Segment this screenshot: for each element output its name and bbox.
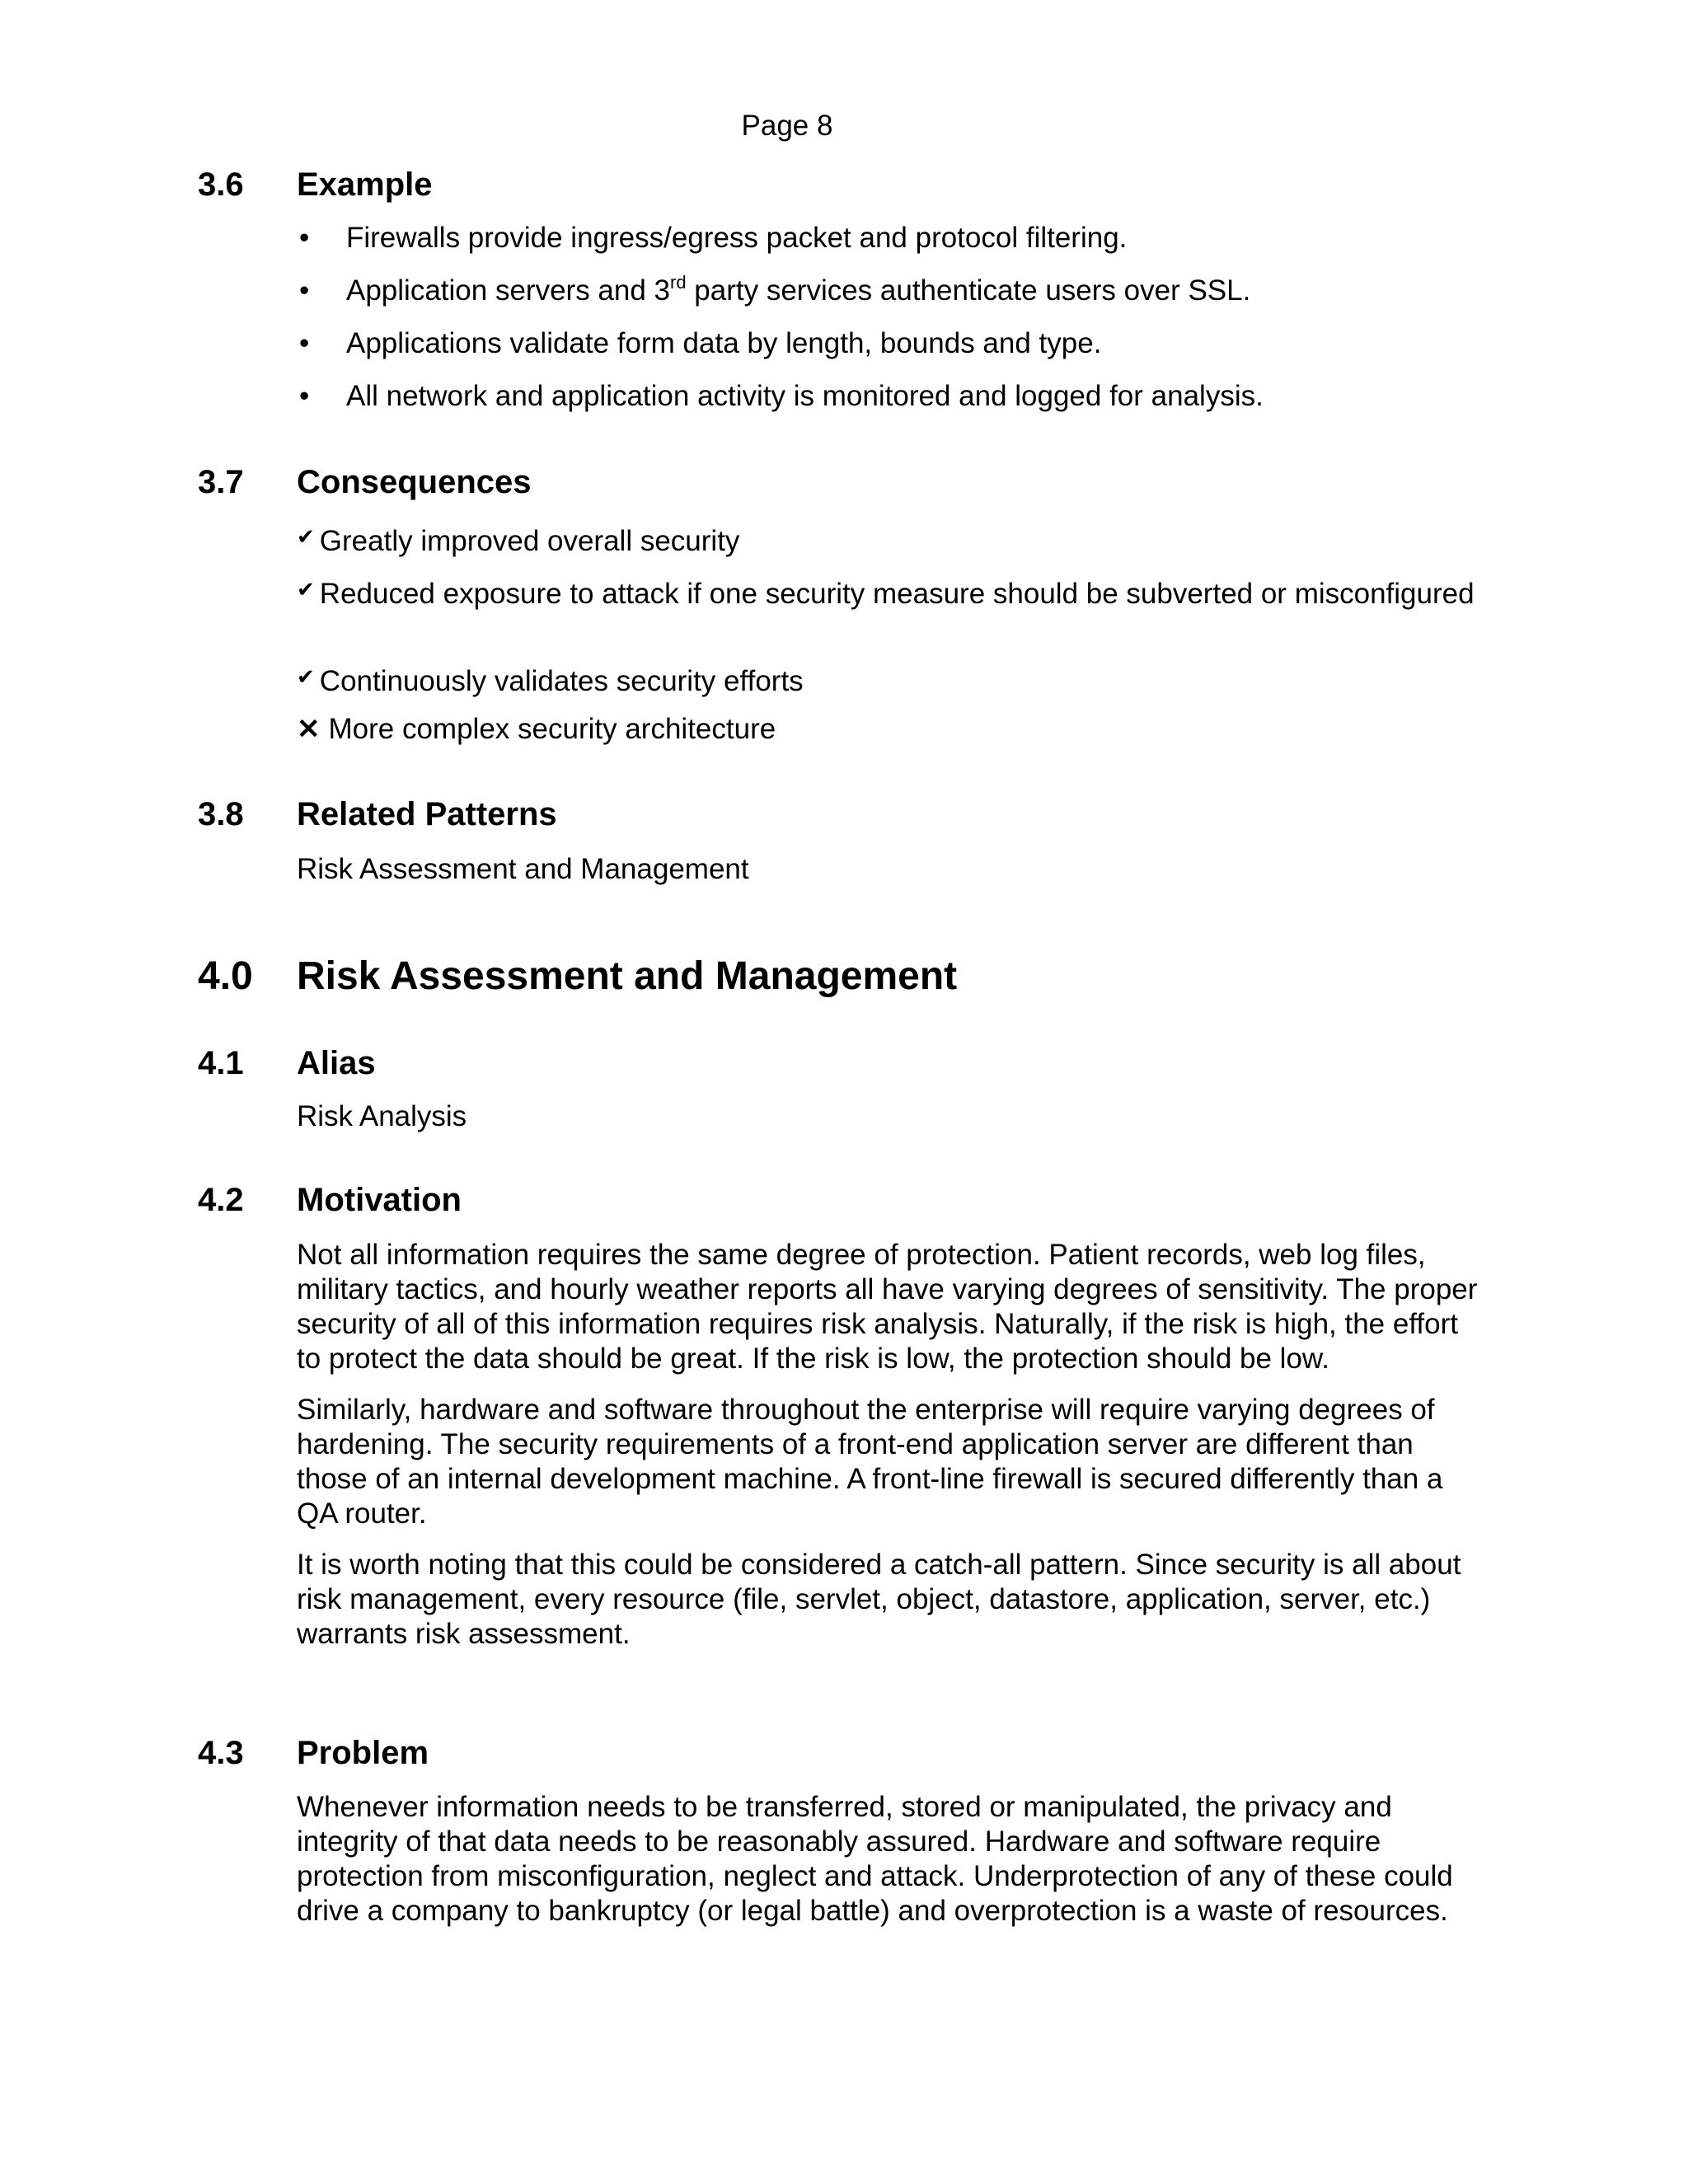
- section-title: Related Patterns: [297, 796, 557, 832]
- bullet-icon: •: [299, 380, 310, 412]
- consequence-text: Greatly improved overall security: [319, 525, 740, 557]
- related-patterns-text: Risk Assessment and Management: [297, 853, 749, 885]
- list-item-text: Applications validate form data by length, bounds and type.: [346, 327, 1102, 359]
- section-title: Risk Assessment and Management: [297, 954, 958, 998]
- paragraph: It is worth noting that this could be considered a catch-all pattern. Since security is all about risk management, every resource (file, servlet, object, datastore, application, server, etc.) warrants risk assessment.: [297, 1549, 1461, 1650]
- section-number: 3.8: [198, 796, 244, 832]
- paragraph: Similarly, hardware and software throughout the enterprise will require varying degrees of hardening. The security requirements of a front-end application server are different than those of an internal development machine. A front-line firewall is secured differently than a QA router.: [297, 1394, 1443, 1530]
- section-number: 3.7: [198, 464, 244, 500]
- bullet-icon: •: [299, 274, 310, 307]
- check-icon: ✔: [297, 664, 315, 689]
- section-3-6-heading: [198, 166, 433, 204]
- bullet-icon: •: [299, 222, 310, 254]
- consequence-item: [297, 712, 1488, 747]
- example-bullet-list: [297, 221, 1488, 432]
- alias-text: Risk Analysis: [297, 1100, 467, 1132]
- section-number: 3.6: [198, 166, 244, 203]
- section-3-8-heading: [198, 796, 557, 833]
- section-4-2-heading: [198, 1182, 462, 1219]
- list-item-text: Application servers and 3: [346, 274, 670, 307]
- section-title: Problem: [297, 1735, 429, 1771]
- section-title: Alias: [297, 1045, 376, 1081]
- list-item: [297, 379, 1488, 414]
- check-icon: ✔: [297, 577, 315, 602]
- check-icon: ✔: [297, 524, 315, 549]
- section-number: 4.3: [198, 1735, 244, 1771]
- motivation-body: [297, 1238, 1488, 1668]
- section-4-1-heading: [198, 1045, 376, 1082]
- section-title: Motivation: [297, 1182, 462, 1218]
- section-title: Consequences: [297, 464, 532, 500]
- consequence-text: Continuously validates security efforts: [319, 665, 804, 697]
- section-number: 4.1: [198, 1045, 244, 1081]
- list-item: [297, 274, 1488, 308]
- consequence-item: [297, 519, 1488, 559]
- section-title: Example: [297, 166, 433, 203]
- problem-text: Whenever information needs to be transferred, stored or manipulated, the privacy and integrity of that data needs to be reasonably assured. Hardware and software require protection from misconfiguration, neglect and attack. Underprotection of any of these could drive a company to bankruptcy (or legal battle) and overprotection is a waste of resources.: [297, 1791, 1453, 1927]
- section-number: 4.2: [198, 1182, 244, 1218]
- section-4-3-heading: [198, 1735, 429, 1772]
- section-number: 4.0: [198, 954, 253, 998]
- bullet-icon: •: [299, 327, 310, 359]
- list-item-text: All network and application activity is monitored and logged for analysis.: [346, 380, 1264, 412]
- list-item-text-cont: party services authenticate users over SSL.: [686, 274, 1251, 307]
- paragraph: Not all information requires the same degree of protection. Patient records, web log files, military tactics, and hourly weather reports all have varying degrees of sensitivity. The proper security of all of this information requires risk analysis. Naturally, if the risk is high, the effort to protect the data should be great. If the risk is low, the protection should be low.: [297, 1239, 1478, 1375]
- section-4-0-heading: [198, 954, 957, 999]
- list-item: [297, 221, 1488, 255]
- x-icon: ✕: [297, 714, 321, 745]
- consequence-text: More complex security architecture: [328, 713, 776, 745]
- list-item: [297, 326, 1488, 361]
- consequence-item: [297, 572, 1488, 612]
- superscript: rd: [670, 272, 687, 293]
- consequence-text: Reduced exposure to attack if one security measure should be subverted or misconfigured: [319, 578, 1475, 610]
- page-number: Page 8: [741, 110, 833, 142]
- list-item-text: Firewalls provide ingress/egress packet and protocol filtering.: [346, 222, 1128, 254]
- section-3-7-heading: [198, 464, 532, 501]
- consequence-item: [297, 659, 1488, 699]
